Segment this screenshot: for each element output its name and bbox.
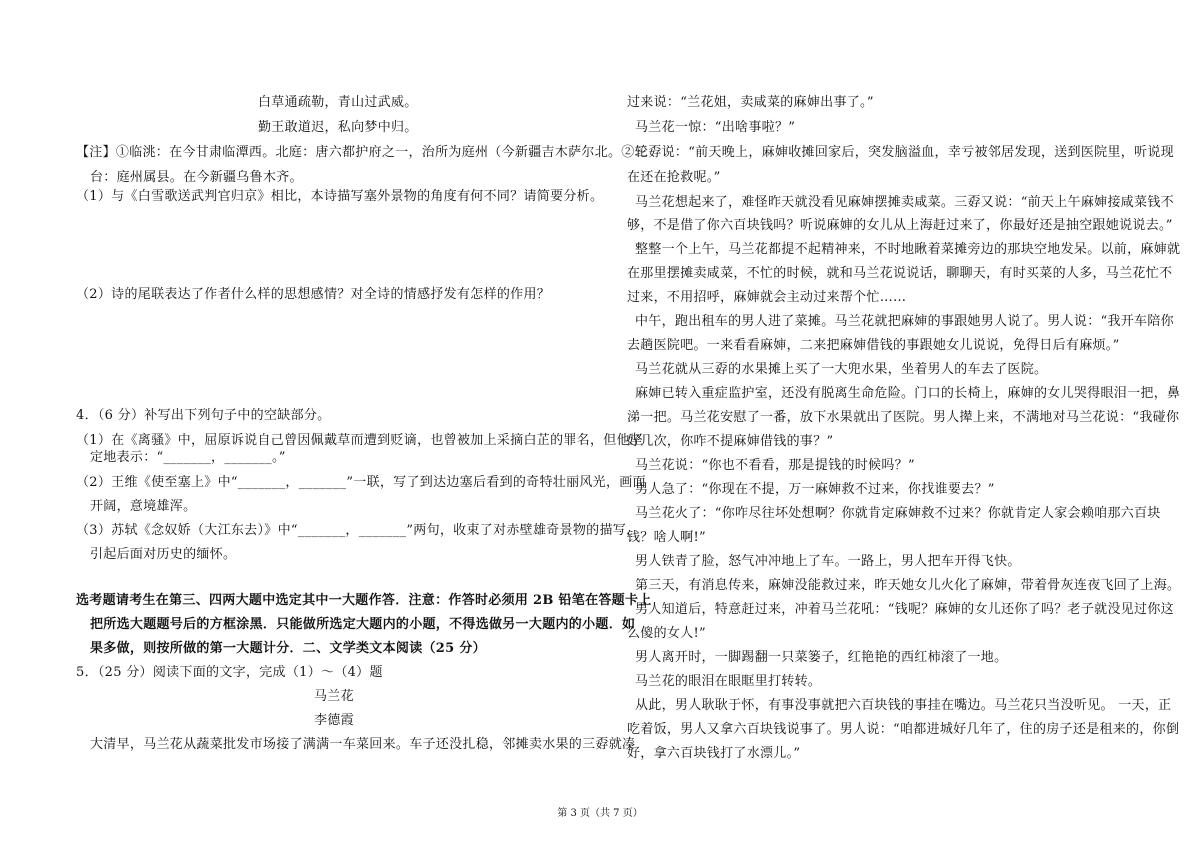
- story-line: 吃着饭，男人又拿六百块钱说事了。男人说：“咱都进城好几年了，住的房子还是租来的，你倒: [627, 722, 1180, 737]
- question-4-3-cont: 引起后面对历史的缅怀。: [90, 547, 237, 562]
- story-line: 去趟医院吧。一来看看麻婶，二来把麻婶借钱的事跟她女儿说说，免得日后有麻烦。”: [627, 338, 1120, 353]
- story-line: 第三天，有消息传来，麻婶没能救过来，昨天她女儿火化了麻婶，带着骨灰连夜飞回了上海。: [635, 578, 1181, 593]
- poem-line: 勤王敢道迟，私向梦中归。: [258, 120, 418, 135]
- story-line: 马兰花的眼泪在眼眶里打转转。: [635, 674, 822, 689]
- story-line: 中午，跑出租车的男人进了菜摊。马兰花就把麻婶的事跟她男人说了。男人说：“我开车陪你: [635, 314, 1174, 329]
- question-4-1: （1）在《离骚》中，屈原诉说自己曾因佩戴草而遭到贬谪，也曾被加上采摘白芷的罪名，但他坚: [76, 433, 644, 448]
- story-paragraph: 大清早，马兰花从蔬菜批发市场接了满满一车菜回来。车子还没扎稳，邻摊卖水果的三孬就凑: [90, 737, 636, 752]
- story-line: 过来，不用招呼，麻婶就会主动过来帮个忙……: [627, 290, 907, 305]
- story-line: 三孬说：“前天晚上，麻婶收摊回家后，突发脑溢血，幸亏被邻居发现，送到医院里，听说现: [635, 145, 1174, 160]
- story-line: 在还在抢救呢。”: [627, 170, 721, 185]
- story-line: 马兰花就从三孬的水果摊上买了一大兜水果，坐着男人的车去了医院。: [635, 362, 1048, 377]
- question-4-heading: 4．（6 分）补写出下列句子中的空缺部分。: [76, 408, 331, 423]
- story-line: 钱？啥人啊!”: [627, 530, 706, 545]
- annotation-note: 台：庭州属县。在今新疆乌鲁木齐。: [90, 170, 303, 185]
- story-line: 马兰花火了：“你咋尽往坏处想啊？你就肯定麻婶救不过来？你就肯定人家会赖咱那六百块: [635, 506, 1161, 521]
- story-line: 么傻的女人!”: [627, 626, 706, 641]
- annotation-note: 【注】①临洮：在今甘肃临潭西。北庭：唐六都护府之一，治所为庭州（今新疆吉木萨尔北。②轮: [76, 145, 648, 160]
- question-4-1-blanks: 定地表示：“_______，_______。”: [90, 450, 286, 465]
- story-line: 在那里摆摊卖咸菜，不忙的时候，就和马兰花说说话，聊聊天，有时买菜的人多，马兰花忙不: [627, 266, 1173, 281]
- story-title: 马兰花: [314, 689, 354, 704]
- question-3-1: （1）与《白雪歌送武判官归京》相比，本诗描写塞外景物的角度有何不同？请简要分析。: [76, 189, 604, 204]
- page-number: 第 3 页（共 7 页）: [557, 808, 643, 819]
- selection-instruction: 果多做，则按所做的第一大题计分．二、文学类文本阅读（25 分）: [90, 641, 486, 656]
- story-author: 李德霞: [314, 713, 354, 728]
- story-line: 男人急了：“你现在不提，万一麻婶救不过来，你找谁要去？”: [635, 482, 995, 497]
- story-line: 够，不是借了你六百块钱吗？听说麻婶的女儿从上海赶过来了，你最好还是抽空跟她说说去。”: [627, 218, 1173, 233]
- story-line: 马兰花说：“你也不看看，那是提钱的时候吗？”: [635, 458, 915, 473]
- story-line: 整整一个上午，马兰花都提不起精神来，不时地瞅着菜摊旁边的那块空地发呆。以前，麻婶就: [635, 242, 1181, 257]
- selection-instruction: 选考题请考生在第三、四两大题中选定其中一大题作答．注意：作答时必须用 2B 铅笔在答题卡上: [76, 593, 652, 608]
- story-line: 男人铁青了脸，怒气冲冲地上了车。一路上，男人把车开得飞快。: [635, 554, 1021, 569]
- story-line: 从此，男人耿耿于怀，有事没事就把六百块钱的事挂在嘴边。马兰花只当没听见。 一天，正: [635, 698, 1172, 713]
- story-line: 男人离开时，一脚踢翻一只菜篓子，红艳艳的西红柿滚了一地。: [635, 650, 1008, 665]
- question-4-3: （3）苏轼《念奴娇（大江东去）》中“_______，_______”两句，收束了对赤壁雄奇景物的描写，: [76, 523, 640, 538]
- story-line: 麻婶已转入重症监护室，还没有脱离生命危险。门口的长椅上，麻婶的女儿哭得眼泪一把，鼻: [635, 386, 1181, 401]
- story-line: 好几次，你咋不提麻婶借钱的事？”: [627, 434, 834, 449]
- story-line: 马兰花一惊：“出啥事啦？”: [635, 120, 796, 135]
- question-4-2-cont: 开阔，意境雄浑。: [90, 499, 197, 514]
- story-line: 过来说：“兰花姐，卖咸菜的麻婶出事了。”: [627, 95, 874, 110]
- story-line: 涕一把。马兰花安慰了一番，放下水果就出了医院。男人撵上来，不满地对马兰花说：“我碰你: [627, 410, 1180, 425]
- poem-line: 白草通疏勒，青山过武威。: [258, 95, 418, 110]
- story-line: 好，拿六百块钱打了水漂儿。”: [627, 746, 801, 761]
- story-line: 男人知道后，特意赶过来，冲着马兰花吼：“钱呢？麻婶的女儿还你了吗？老子就没见过你这: [635, 602, 1174, 617]
- story-line: 马兰花想起来了，难怪昨天就没看见麻婶摆摊卖咸菜。三孬又说：“前天上午麻婶接咸菜钱不: [635, 195, 1174, 210]
- selection-instruction: 把所选大题题号后的方框涂黑．只能做所选定大题内的小题，不得选做另一大题内的小题．如: [90, 617, 636, 632]
- question-4-2: （2）王维《使至塞上》中“_______，_______”一联，写了到达边塞后看到的奇特壮丽风光，画面: [76, 475, 646, 490]
- question-3-2: （2）诗的尾联表达了作者什么样的思想感情？对全诗的情感抒发有怎样的作用？: [76, 287, 551, 302]
- question-5-heading: 5．（25 分）阅读下面的文字，完成（1）～（4）题: [76, 665, 383, 680]
